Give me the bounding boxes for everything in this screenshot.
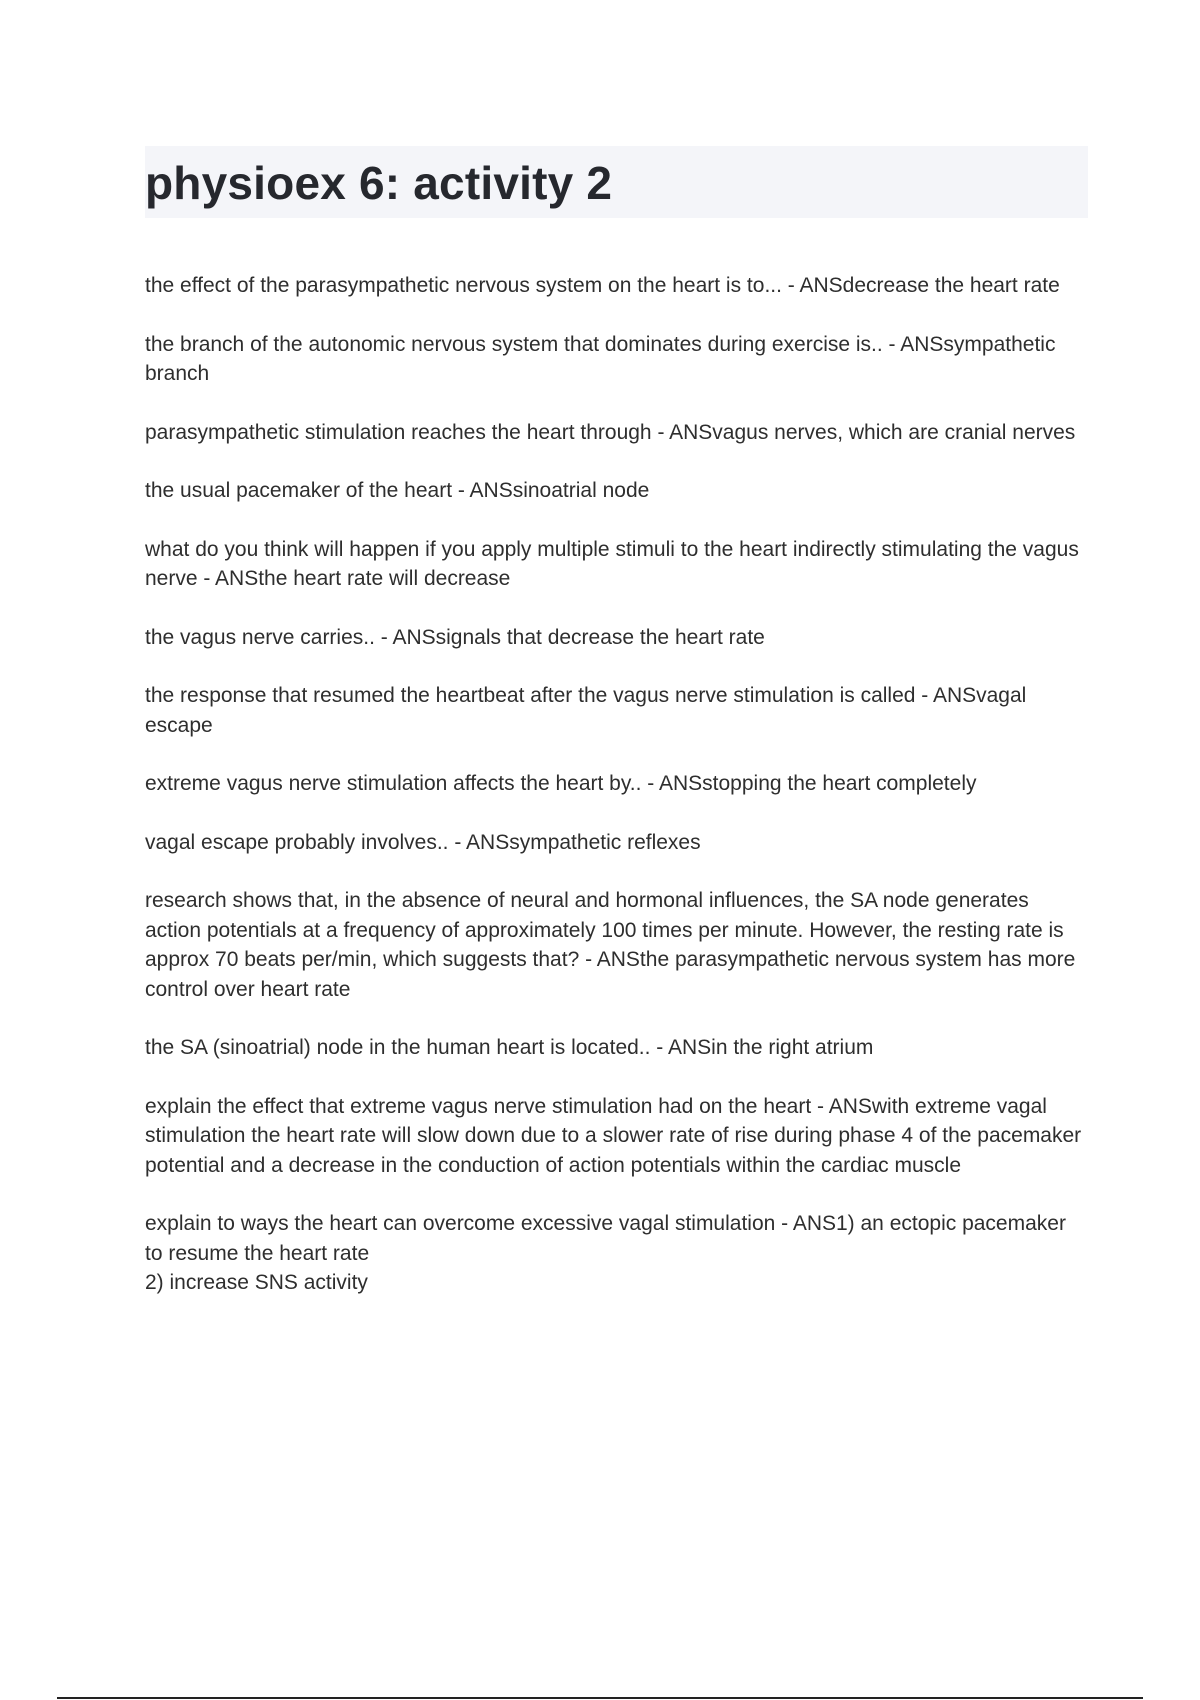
qa-item: the SA (sinoatrial) node in the human heart is located.. - ANSin the right atrium: [145, 1036, 874, 1059]
qa-item: explain the effect that extreme vagus nerve stimulation had on the heart - ANSwith extreme vagal stimulation the heart rate will slow down due to a slower rate of rise during phase 4 of the pacemaker potential and a decrease in the conduction of action potentials within the cardiac muscle: [145, 1094, 1082, 1177]
qa-item: the vagus nerve carries.. - ANSsignals that decrease the heart rate: [145, 625, 765, 649]
qa-item: the usual pacemaker of the heart - ANSsinoatrial node: [145, 479, 650, 502]
footer-divider: [57, 1697, 1143, 1699]
qa-item: the response that resumed the heartbeat after the vagus nerve stimulation is called - ANSvagal escape: [145, 684, 1027, 737]
title-banner: [145, 146, 1088, 218]
qa-item: parasympathetic stimulation reaches the heart through - ANSvagus nerves, which are cranial nerves: [145, 420, 1076, 444]
qa-list: [145, 271, 1085, 1327]
qa-item: the branch of the autonomic nervous system that dominates during exercise is.. - ANSsympathetic branch: [145, 332, 1056, 385]
qa-item: what do you think will happen if you apply multiple stimuli to the heart indirectly stimulating the vagus nerve - ANSthe heart rate will decrease: [145, 537, 1079, 590]
qa-item: extreme vagus nerve stimulation affects the heart by.. - ANSstopping the heart completely: [145, 772, 977, 795]
qa-item: explain to ways the heart can overcome excessive vagal stimulation - ANS1) an ectopic pacemaker to resume the heart rate 2) increase SNS activity: [145, 1212, 1066, 1294]
document-title: physioex 6: activity 2: [145, 157, 613, 209]
qa-item: research shows that, in the absence of neural and hormonal influences, the SA node generates action potentials at a frequency of approximately 100 times per minute. However, the resting rate is approx 70 beats per/min, which suggests that? - ANSthe parasympathetic nervous system has more control over heart rate: [145, 889, 1076, 1001]
qa-item: vagal escape probably involves.. - ANSsympathetic reflexes: [145, 830, 701, 854]
qa-item: the effect of the parasympathetic nervous system on the heart is to... - ANSdecrease the heart rate: [145, 274, 1060, 297]
